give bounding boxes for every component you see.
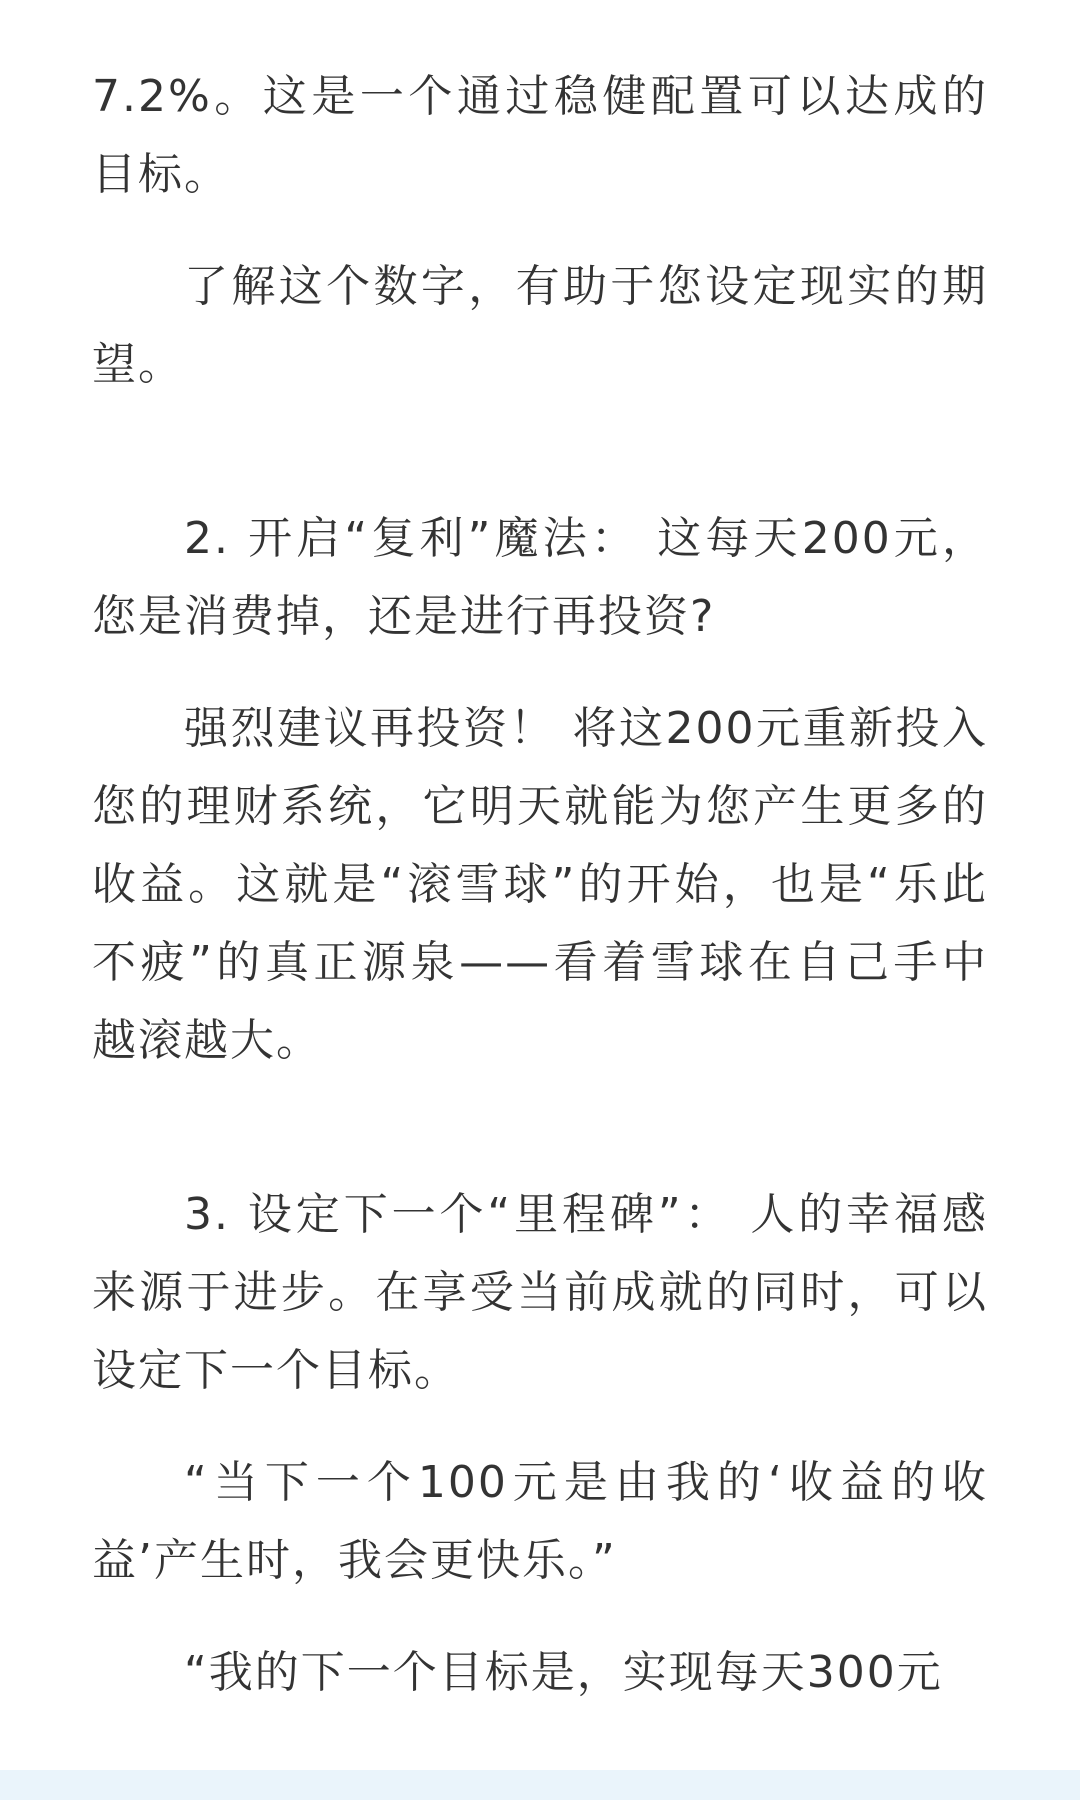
paragraph-reinvest: 强烈建议再投资！ 将这200元重新投入您的理财系统，它明天就能为您产生更多的收益。这就是“滚雪球”的开始，也是“乐此不疲”的真正源泉——看着雪球在自己手中越滚越大。 <box>92 703 988 1066</box>
paragraph-quote-next-goal: “我的下一个目标是，实现每天300元 <box>184 1647 943 1698</box>
paragraph-compound-heading: 2. 开启“复利”魔法： 这每天200元，您是消费掉，还是进行再投资? <box>92 513 988 642</box>
bottom-band <box>0 1770 1080 1800</box>
paragraph-target-rate: 7.2%。这是一个通过稳健配置可以达成的目标。 <box>92 71 988 200</box>
paragraph-expectation: 了解这个数字，有助于您设定现实的期望。 <box>92 261 988 390</box>
paragraph-quote-next-100: “当下一个100元是由我的‘收益的收益’产生时，我会更快乐。” <box>92 1457 988 1586</box>
paragraph-milestone-heading: 3. 设定下一个“里程碑”： 人的幸福感来源于进步。在享受当前成就的同时，可以设定下一个目标。 <box>92 1189 988 1396</box>
article-body <box>92 58 988 1712</box>
